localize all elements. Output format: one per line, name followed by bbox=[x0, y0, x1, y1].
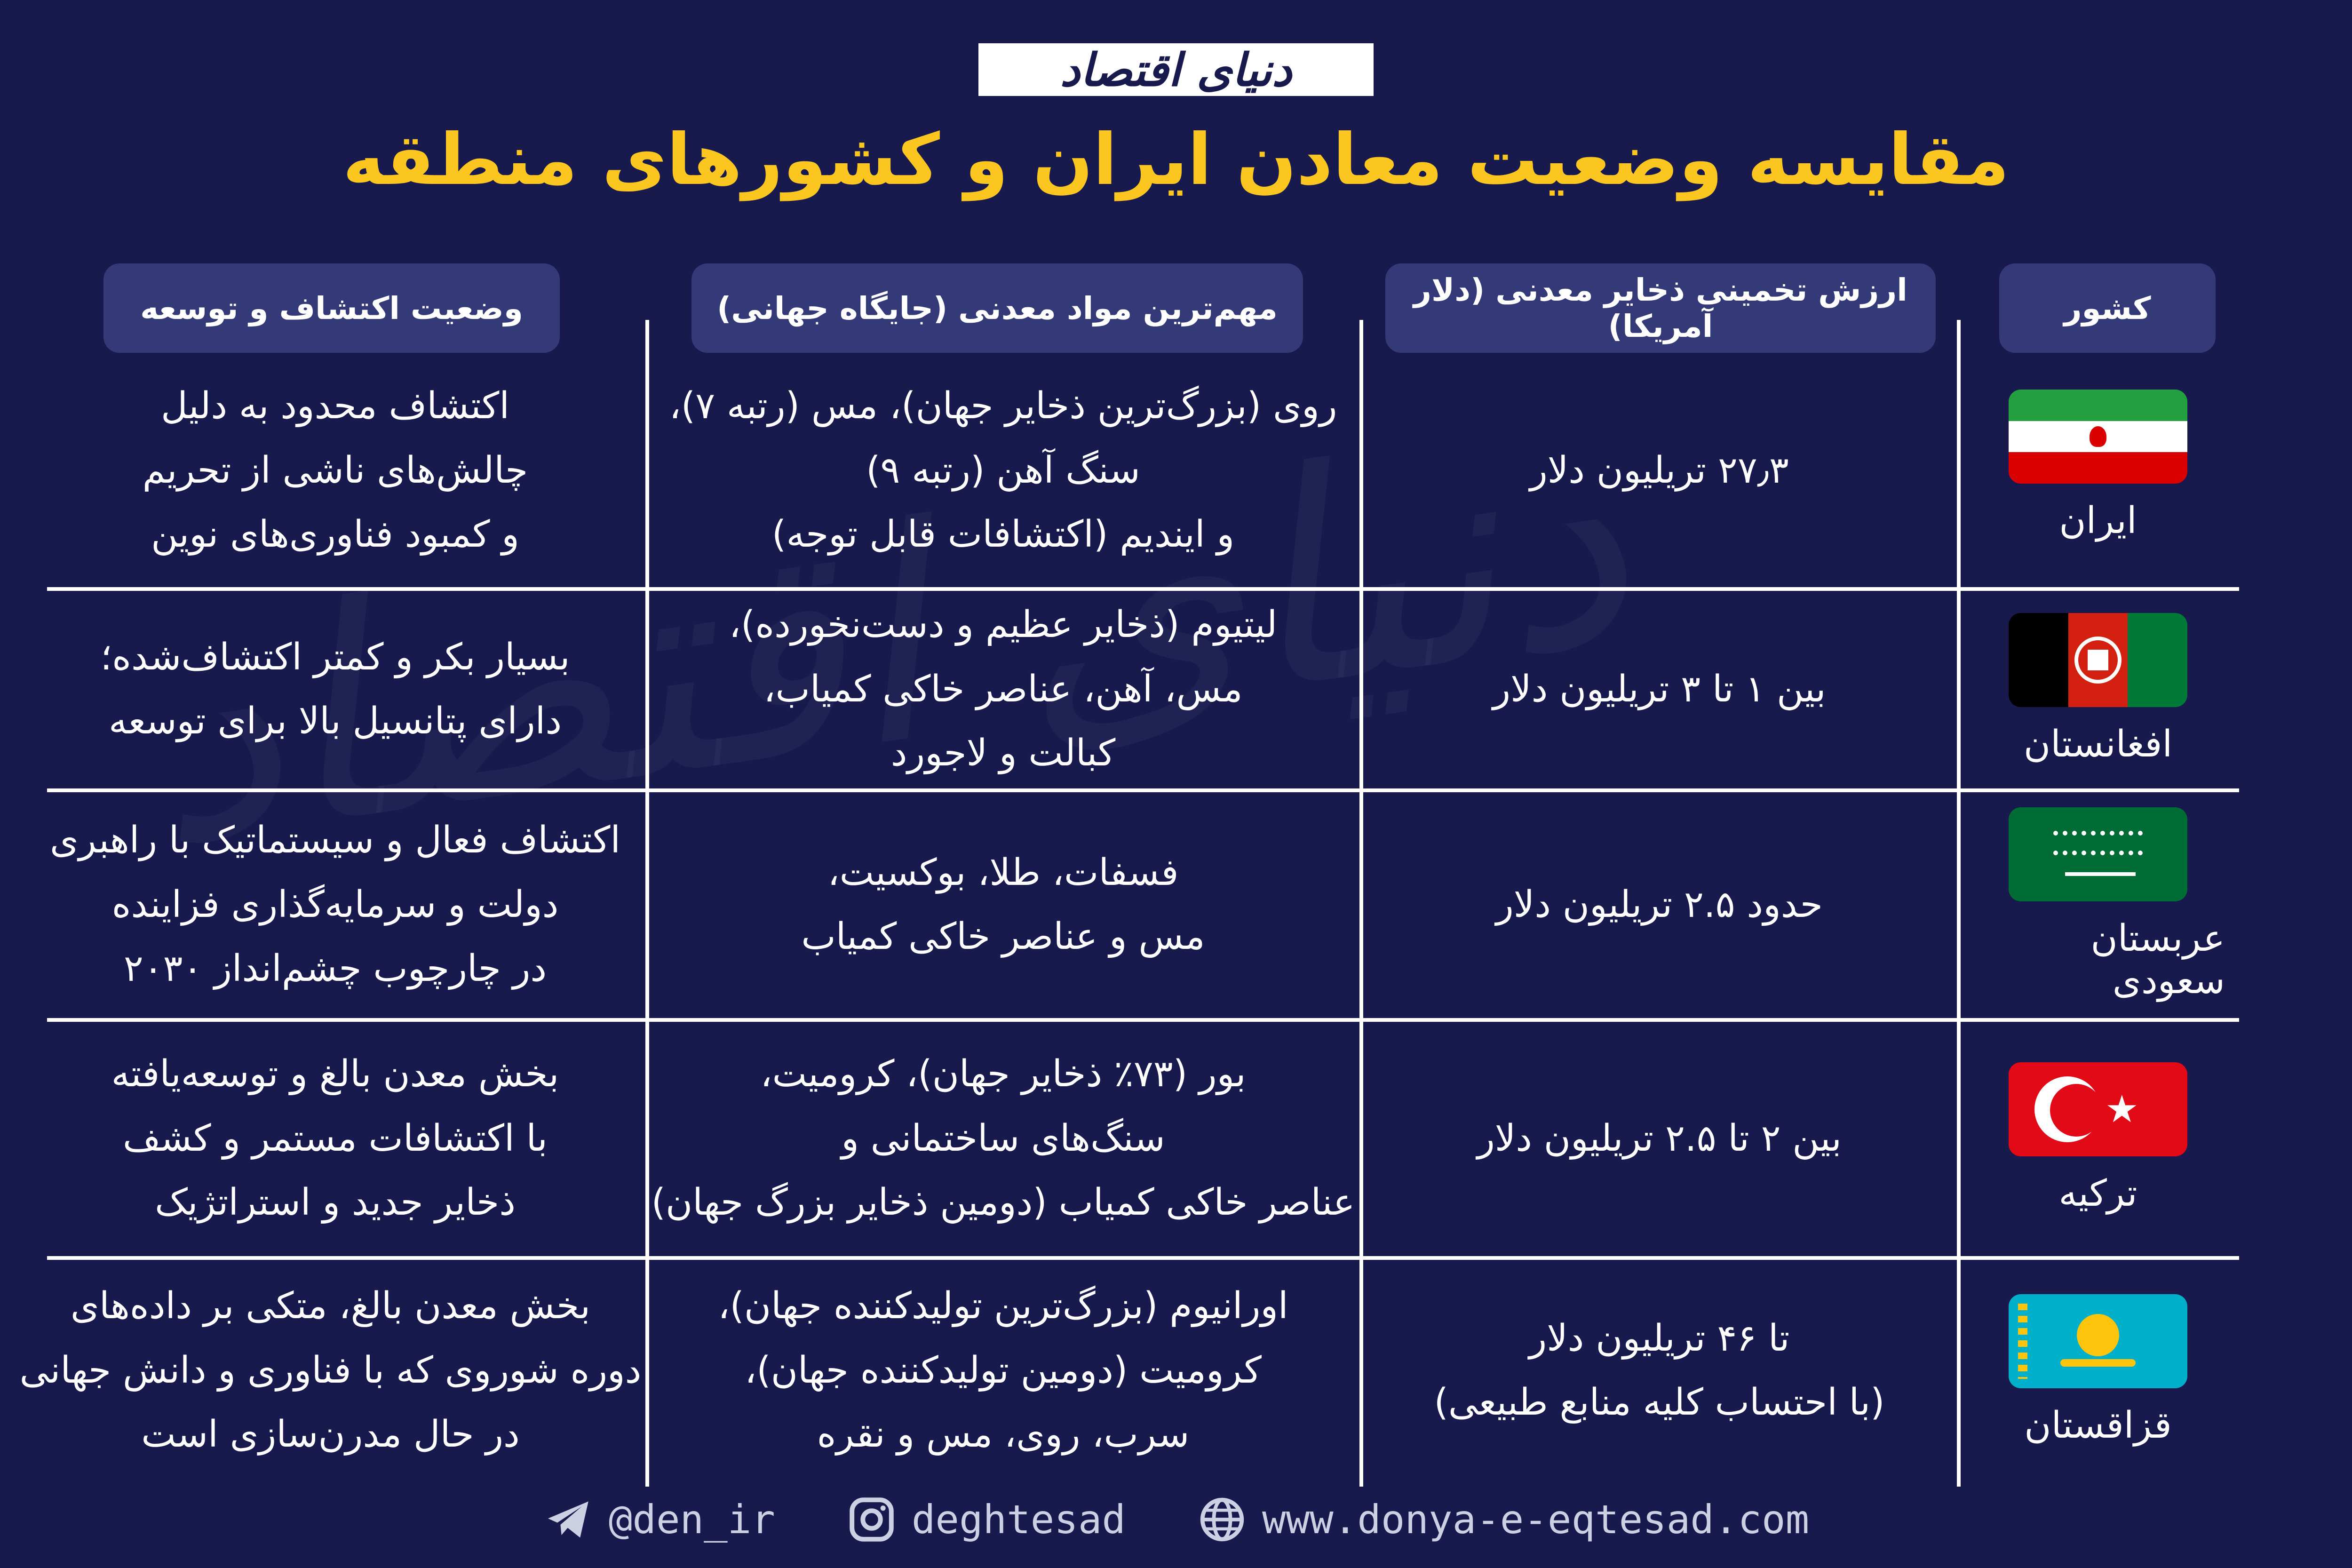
table-row-country bbox=[1976, 1022, 2220, 1255]
table-cell-minerals: اورانیوم (بزرگ‌ترین تولیدکننده جهان)، کرومیت (دومین تولیدکننده جهان)، سرب، روی، مس و نقره bbox=[718, 1285, 1288, 1456]
country-name: افغانستان bbox=[2023, 723, 2173, 765]
table-cell-minerals: روی (بزرگ‌ترین ذخایر جهان)، مس (رتبه ۷)، سنگ آهن (رتبه ۹) و ایندیم (اکتشافات قابل توجه) bbox=[669, 385, 1337, 556]
footer-website[interactable] bbox=[1196, 1494, 1809, 1545]
table-cell-status: بسیار بکر و کمتر اکتشاف‌شده؛ دارای پتانسیل بالا برای توسعه bbox=[100, 636, 570, 742]
iran-flag-icon bbox=[2009, 390, 2187, 484]
telegram-handle: @den_ir bbox=[608, 1496, 775, 1543]
country-name: ایران bbox=[2059, 500, 2137, 542]
column-divider bbox=[1957, 320, 1961, 1487]
footer-telegram[interactable] bbox=[543, 1494, 775, 1545]
kazakhstan-flag-icon bbox=[2009, 1294, 2187, 1388]
table-cell-minerals: فسفات، طلا، بوکسیت، مس و عناصر خاکی کمیاب bbox=[801, 851, 1205, 958]
table-cell-status: بخش معدن بالغ و توسعه‌یافته با اکتشافات مستمر و کشف ذخایر جدید و استراتژیک bbox=[111, 1053, 559, 1224]
table-cell-value: حدود ۲.۵ تریلیون دلار bbox=[1496, 883, 1823, 926]
table-cell-value: بین ۲ تا ۲.۵ تریلیون دلار bbox=[1477, 1117, 1842, 1160]
globe-icon bbox=[1196, 1494, 1248, 1545]
saudi-arabia-flag-icon bbox=[2009, 807, 2187, 901]
table-cell-status: اکتشاف فعال و سیستماتیک با راهبری دولت و سرمایه‌گذاری فزاینده در چارچوب چشم‌انداز ۲۰۳۰ bbox=[49, 819, 621, 990]
turkey-flag-icon: ★ bbox=[2009, 1062, 2187, 1156]
country-name: ترکیه bbox=[2058, 1172, 2137, 1215]
footer bbox=[0, 1494, 2352, 1545]
instagram-handle: deghtesad bbox=[911, 1496, 1126, 1543]
page-title: مقایسه وضعیت معادن ایران و کشورهای منطقه bbox=[342, 119, 2010, 201]
table-cell-minerals: لیتیوم (ذخایر عظیم و دست‌نخورده)، مس، آهن، عناصر خاکی کمیاب، کبالت و لاجورد bbox=[729, 604, 1278, 775]
table-row-country bbox=[1971, 792, 2225, 1017]
footer-instagram[interactable] bbox=[846, 1494, 1126, 1545]
header-country: کشور bbox=[1999, 263, 2216, 353]
table-cell-status: اکتشاف محدود به دلیل چالش‌های ناشی از تحریم و کمبود فناوری‌های نوین bbox=[142, 385, 528, 556]
afghanistan-flag-icon bbox=[2009, 613, 2187, 707]
table-cell-status: بخش معدن بالغ، متکی بر داده‌های دوره شوروی که با فناوری و دانش جهانی در حال مدرن‌سازی است bbox=[19, 1285, 642, 1456]
row-divider bbox=[47, 788, 2239, 792]
instagram-icon bbox=[846, 1494, 898, 1545]
table-cell-value: ۲۷٫۳ تریلیون دلار bbox=[1530, 449, 1789, 492]
row-divider bbox=[47, 587, 2239, 591]
column-divider bbox=[1359, 320, 1363, 1487]
header-status: وضعیت اکتشاف و توسعه bbox=[103, 263, 560, 353]
table-row-country bbox=[1976, 367, 2220, 565]
table-cell-value: بین ۱ تا ۳ تریلیون دلار bbox=[1493, 668, 1826, 710]
header-minerals: مهم‌ترین مواد معدنی (جایگاه جهانی) bbox=[691, 263, 1303, 353]
country-name: عربستان سعودی bbox=[2090, 917, 2225, 1002]
column-divider bbox=[645, 320, 649, 1487]
table-cell-minerals: بور (۷۳٪ ذخایر جهان)، کرومیت، سنگ‌های ساختمانی و عناصر خاکی کمیاب (دومین ذخایر بزرگ جهان) bbox=[651, 1053, 1355, 1224]
telegram-icon bbox=[543, 1494, 595, 1545]
table-row-country bbox=[1976, 1260, 2220, 1481]
website-url: www.donya-e-eqtesad.com bbox=[1262, 1496, 1810, 1543]
row-divider bbox=[47, 1018, 2239, 1022]
country-name: قزاقستان bbox=[2024, 1404, 2172, 1447]
brand-logo: دنیای اقتصاد bbox=[978, 43, 1374, 96]
table-row-country bbox=[1976, 591, 2220, 788]
table-cell-value: تا ۴۶ تریلیون دلار (با احتساب کلیه منابع طبیعی) bbox=[1434, 1317, 1885, 1424]
header-value: ارزش تخمینی ذخایر معدنی (دلار آمریکا) bbox=[1385, 263, 1936, 353]
row-divider bbox=[47, 1256, 2239, 1260]
